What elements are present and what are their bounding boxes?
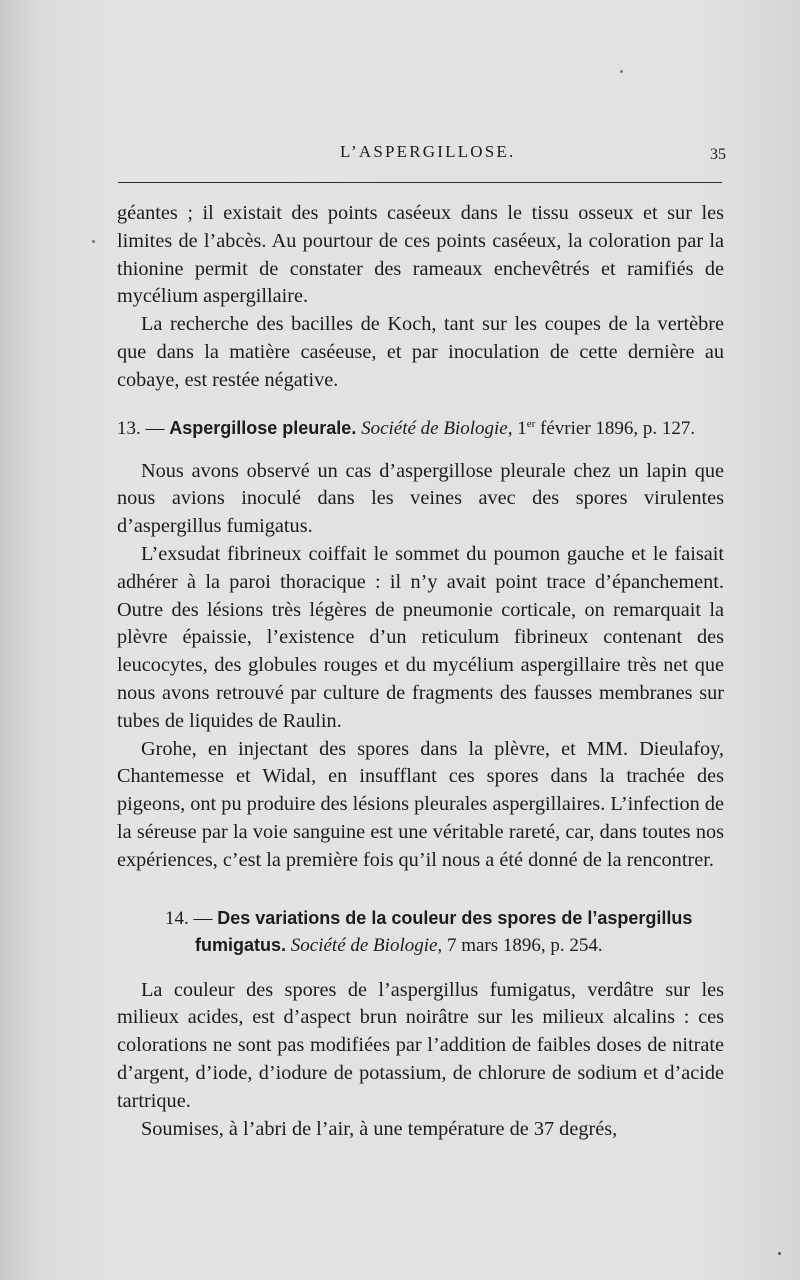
section-14-journal: Société de Biologie,: [290, 934, 443, 956]
section-13-heading: [117, 415, 724, 442]
section-13-title: Aspergillose pleurale.: [169, 417, 357, 438]
section-13-date-sup: er: [526, 417, 536, 430]
paragraph: La recherche des bacilles de Koch, tant sur les coupes de la vertèbre que dans la matière caséeuse, et par inoculation de cette dernière au cobaye, est restée négative.: [117, 313, 724, 391]
header-rule: [118, 182, 722, 183]
page-header: [118, 142, 726, 166]
section-14-title-line1: Des variations de la couleur des spores de l’aspergillus: [217, 907, 693, 928]
section-13-journal: Société de Biologie,: [361, 417, 513, 439]
section-13-date-day: 1: [517, 417, 527, 439]
section-14-heading: [117, 905, 724, 959]
paper-speck: [778, 1252, 781, 1255]
section-13-date: février 1896, p. 127.: [540, 417, 696, 439]
paragraph: L’exsudat fibrineux coiffait le sommet du poumon gauche et le faisait adhérer à la paroi thoracique : il n’y avait point trace d’épanchement. Outre des lésions très légères de pneumonie corticale, on remarquait la plèvre épaissie, l’existence d’un reticulum fibrineux contenant des leucocytes, des globules rouges et du mycélium aspergillaire très net que nous avons retrouvé par culture de fragments des fausses membranes sur tubes de liquides de Raulin.: [117, 542, 724, 732]
section-13-number: 13. —: [117, 417, 165, 439]
paper-speck: [92, 240, 95, 243]
paragraph: La couleur des spores de l’aspergillus fumigatus, verdâtre sur les milieux acides, est d’aspect brun noirâtre sur les milieux alcalins : ces colorations ne sont pas modifiées par l’addition de faibles doses de nitrate d’argent, d’iode, d’iodure de potassium, de chlorure de sodium et d’acide tartrique.: [117, 978, 724, 1112]
section-14-title-line2-wrap: [165, 932, 724, 959]
body-text: [117, 200, 724, 1143]
paragraph: Grohe, en injectant des spores dans la plèvre, et MM. Dieulafoy, Chantemesse et Widal, en insufflant ces spores dans la trachée des pigeons, ont pu produire des lésions pleurales aspergillaires. L’infection de la séreuse par la voie sanguine est une véritable rareté, car, dans toutes nos expériences, c’est la première fois qu’il nous a été donné de la rencontrer.: [117, 737, 724, 871]
paragraph: Nous avons observé un cas d’aspergillose pleurale chez un lapin que nous avions inoculé dans les veines avec des spores virulentes d’aspergillus fumigatus.: [117, 459, 724, 538]
paragraph: Soumises, à l’abri de l’air, à une température de 37 degrés,: [141, 1117, 618, 1140]
paragraph-continuation: géantes ; il existait des points caséeux dans le tissu osseux et sur les limites de l’abcès. Au pourtour de ces points caséeux, la coloration par la thionine permit de constater des rameaux enchevêtrés et ramifiés de mycélium aspergillaire.: [117, 202, 724, 308]
section-14-number: 14. —: [165, 907, 213, 929]
section-14-date: 7 mars 1896, p. 254.: [446, 934, 603, 956]
running-title: L’ASPERGILLOSE.: [340, 142, 516, 161]
page-number: 35: [710, 146, 726, 163]
paper-speck: [620, 70, 623, 73]
section-14-title-line2: fumigatus.: [195, 934, 287, 955]
